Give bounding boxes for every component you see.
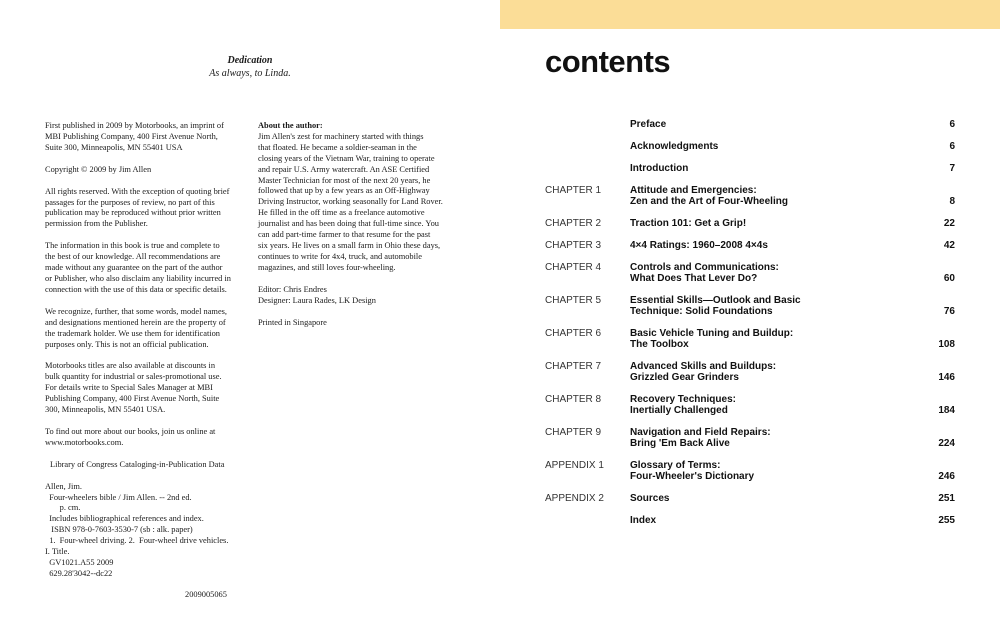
copyright-colophon [45, 121, 245, 601]
toc-entry [545, 262, 955, 284]
toc-chapter-label: CHAPTER 7 [545, 361, 602, 372]
toc-page-number: 6 [949, 141, 955, 152]
toc-title: Index [630, 515, 657, 526]
colophon-paragraph: First published in 2009 by Motorbooks, an imprint of MBI Publishing Company, 400 First Avenue North, Suite 300, Minneapolis, MN 55401 USA [45, 121, 224, 152]
about-bio: Jim Allen's zest for machinery started with things that floated. He became a soldier-seaman in the closing years of the Vietnam War, training to operate and repair U.S. Army watercraft. An ASE Certified Master Technician for most of the next 20 years, he followed that up by a few years as an Off-Highway Driving Instructor, working seasonally for Land Rover. He filled in the off time as a freelance automotive journalist and has been doing that full-time since. You can add part-time farmer to that resume for the past six years. He lives on a small farm in Ohio these days, continues to write for 4x4, truck, and automobile magazines, and still loves four-wheeling. [258, 131, 443, 272]
toc-title: Navigation and Field Repairs: Bring 'Em Back Alive [630, 427, 771, 449]
colophon-paragraph: Copyright © 2009 by Jim Allen [45, 164, 152, 174]
toc-title: Acknowledgments [630, 141, 719, 152]
printed-in: Printed in Singapore [258, 317, 327, 327]
about-author [258, 121, 458, 339]
toc-page-number: 255 [938, 515, 955, 526]
toc-chapter-label: APPENDIX 2 [545, 493, 604, 504]
toc-page-number: 22 [943, 218, 955, 229]
toc-page-number: 146 [938, 372, 955, 383]
toc-entry [545, 361, 955, 383]
toc-title: Attitude and Emergencies: Zen and the Art of Four-Wheeling [630, 185, 788, 207]
toc-page-number: 76 [943, 306, 955, 317]
toc-page-number: 7 [949, 163, 955, 174]
toc-chapter-label: CHAPTER 8 [545, 394, 602, 405]
toc-page-number: 108 [938, 339, 955, 350]
colophon-paragraph: The information in this book is true and complete to the best of our knowledge. All recommendations are made without any guarantee on the part of the author or Publisher, who also disclaim any liability incurred in connection with the use of this data or specific details. [45, 241, 231, 294]
toc-title: 4×4 Ratings: 1960–2008 4×4s [630, 240, 768, 251]
toc-title: Recovery Techniques: Inertially Challenged [630, 394, 736, 416]
toc-entry [545, 460, 955, 482]
toc-page-number: 251 [938, 493, 955, 504]
colophon-paragraph: We recognize, further, that some words, model names, and designations mentioned herein are the property of the trademark holder. We use them for identification purposes only. This is not an official publication. [45, 306, 228, 349]
toc-title: Traction 101: Get a Grip! [630, 218, 747, 229]
toc-entry [545, 515, 955, 526]
toc-chapter-label: CHAPTER 6 [545, 328, 602, 339]
toc-page-number: 6 [949, 119, 955, 130]
toc-chapter-label: CHAPTER 9 [545, 427, 602, 438]
dedication-text: As always, to Linda. [209, 68, 291, 79]
cip-number: 2009005065 [185, 589, 227, 599]
toc-entry [545, 427, 955, 449]
toc-title: Essential Skills—Outlook and Basic Technique: Solid Foundations [630, 295, 801, 317]
toc-title: Basic Vehicle Tuning and Buildup: The Toolbox [630, 328, 794, 350]
toc-page-number: 8 [949, 196, 955, 207]
dedication [160, 54, 340, 80]
toc-chapter-label: CHAPTER 3 [545, 240, 602, 251]
toc-title: Introduction [630, 163, 689, 174]
toc-title: Sources [630, 493, 670, 504]
cip-block: Allen, Jim. Four-wheelers bible / Jim Allen. -- 2nd ed. p. cm. Includes bibliographical references and index. ISBN 978-0-7603-3530-7 (sb : alk. paper) 1. Four-wheel driving. 2. Four-wheel drive vehicles. I. Title. GV1021.A55 2009 629.28'3042--dc22 [45, 481, 229, 578]
toc-chapter-label: CHAPTER 1 [545, 185, 602, 196]
toc-title: Glossary of Terms: Four-Wheeler's Dictionary [630, 460, 755, 482]
toc-entry [545, 185, 955, 207]
toc-entry [545, 163, 955, 174]
toc-chapter-label: CHAPTER 2 [545, 218, 602, 229]
colophon-paragraph: To find out more about our books, join us online at www.motorbooks.com. [45, 426, 216, 447]
toc-entry [545, 493, 955, 504]
toc-chapter-label: CHAPTER 4 [545, 262, 602, 273]
top-color-band [500, 0, 1000, 29]
colophon-paragraph: Motorbooks titles are also available at discounts in bulk quantity for industrial or sales-promotional use. For details write to Special Sales Manager at MBI Publishing Company, 400 First Avenue North, Suite 300, Minneapolis, MN 55401 USA. [45, 361, 222, 415]
toc-page-number: 42 [943, 240, 955, 251]
colophon-paragraph: All rights reserved. With the exception of quoting brief passages for the purposes of review, no part of this publication may be reproduced without prior written permission from the Publisher. [45, 186, 230, 229]
toc-title: Preface [630, 119, 667, 130]
credits: Editor: Chris Endres Designer: Laura Rades, LK Design [258, 284, 376, 305]
contents-title: contents [545, 44, 671, 79]
toc-entry [545, 119, 955, 130]
toc-page-number: 184 [938, 405, 955, 416]
cip-heading: Library of Congress Cataloging-in-Publication Data [50, 459, 225, 469]
toc-chapter-label: APPENDIX 1 [545, 460, 604, 471]
toc-page-number: 60 [943, 273, 955, 284]
about-heading: About the author: [258, 121, 323, 130]
toc-entry [545, 141, 955, 152]
toc-entry [545, 240, 955, 251]
toc-page-number: 246 [938, 471, 955, 482]
toc-title: Controls and Communications: What Does That Lever Do? [630, 262, 779, 284]
toc-title: Advanced Skills and Buildups: Grizzled Gear Grinders [630, 361, 777, 383]
toc-entry [545, 295, 955, 317]
toc-entry [545, 394, 955, 416]
toc-entry [545, 328, 955, 350]
toc-entry [545, 218, 955, 229]
toc-page-number: 224 [938, 438, 955, 449]
toc-chapter-label: CHAPTER 5 [545, 295, 602, 306]
dedication-title: Dedication [227, 55, 273, 66]
